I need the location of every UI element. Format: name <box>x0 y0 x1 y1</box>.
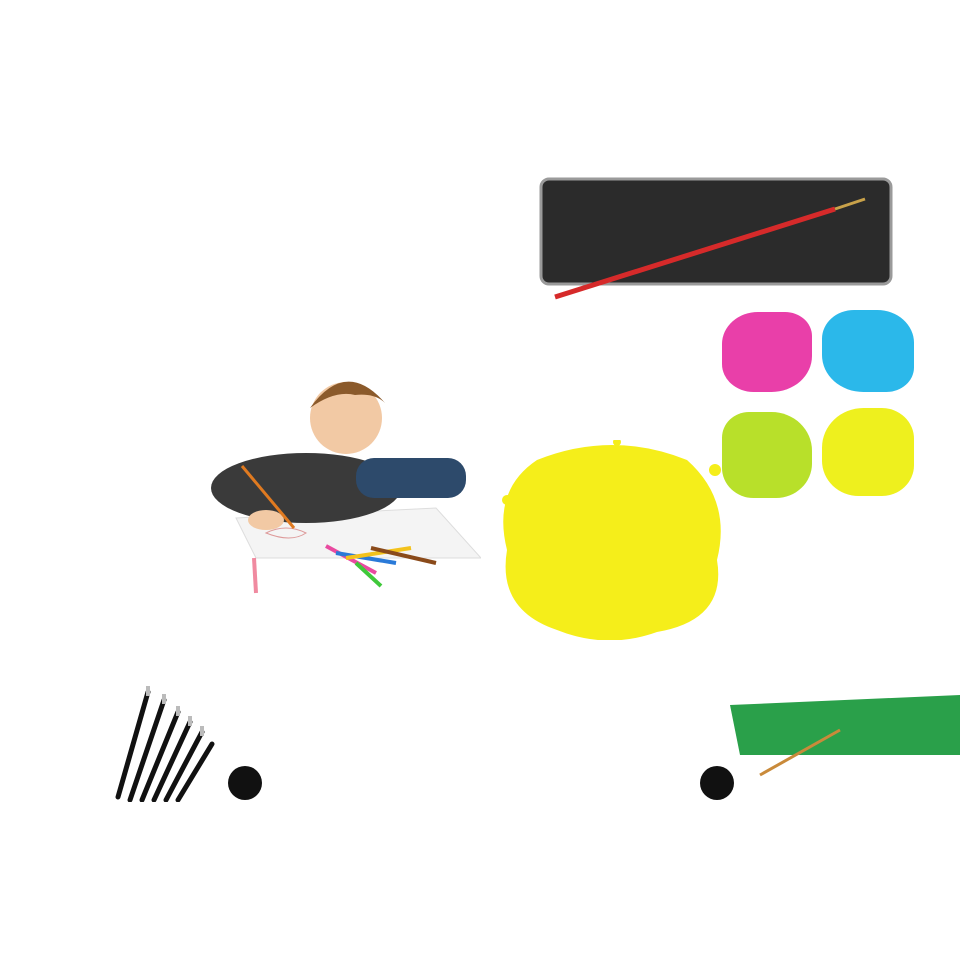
page-number-left <box>228 766 262 800</box>
neon-swatch-yellow <box>822 408 914 496</box>
paint-bottles-photo <box>730 625 960 780</box>
neon-swatch-green <box>722 412 812 498</box>
neon-swatch-pink <box>722 312 812 392</box>
watercolour-palette-photo <box>535 175 895 305</box>
boy-drawing-photo <box>196 358 481 596</box>
paintbrushes-photo <box>108 682 218 802</box>
neon-notes-splat <box>497 440 727 640</box>
neon-swatch-blue <box>822 310 914 392</box>
page-number-right <box>700 766 734 800</box>
